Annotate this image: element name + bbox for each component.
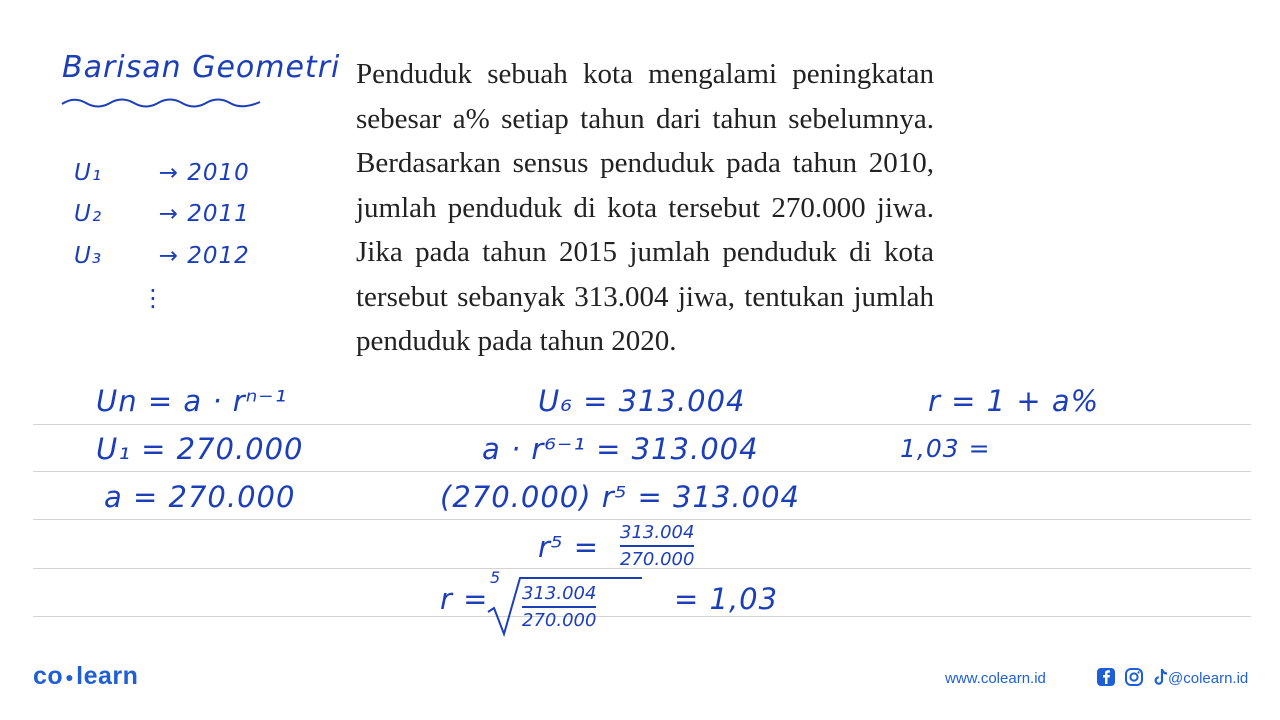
website-link[interactable]: www.colearn.id (945, 670, 1046, 687)
formula-substitute: (270.000) r⁵ = 313.004 (440, 480, 800, 514)
formula-u6: U₆ = 313.004 (538, 384, 746, 418)
root-index: 5 (490, 568, 502, 587)
formula-r-lhs: r = (440, 582, 489, 616)
sequence-row-3: U₃ → 2012 (74, 243, 250, 269)
rule-line-3 (33, 519, 1251, 520)
fraction-denominator: 270.000 (620, 549, 695, 570)
social-icons (1096, 667, 1170, 687)
formula-r-percent: r = 1 + a% (928, 384, 1100, 418)
sequence-row-1: U₁ → 2010 (74, 160, 250, 186)
fraction-root (522, 583, 596, 631)
formula-103: 1,03 = (900, 434, 991, 463)
root-numerator: 313.004 (522, 583, 597, 604)
facebook-icon[interactable] (1096, 667, 1116, 687)
fraction-bar (620, 545, 694, 547)
root-denominator: 270.000 (522, 610, 597, 631)
title-underline (60, 94, 270, 112)
formula-u1: U₁ = 270.000 (96, 432, 304, 466)
root-fraction-bar (522, 606, 596, 608)
fraction-r5 (620, 522, 694, 570)
formula-r-result: = 1,03 (674, 582, 779, 616)
formula-r5-lhs: r⁵ = (538, 530, 600, 564)
instagram-icon[interactable] (1124, 667, 1144, 687)
formula-a: a = 270.000 (104, 480, 296, 514)
social-handle[interactable]: @colearn.id (1168, 670, 1249, 687)
formula-un: Un = a · rⁿ⁻¹ (96, 384, 288, 418)
notes-title: Barisan Geometri (62, 50, 341, 85)
sequence-ellipsis: ⋮ (141, 284, 166, 312)
formula-ar5: a · r⁶⁻¹ = 313.004 (482, 432, 759, 466)
colearn-logo[interactable]: co ●learn (33, 662, 139, 690)
sequence-row-2: U₂ → 2011 (74, 201, 250, 227)
fraction-numerator: 313.004 (620, 522, 695, 543)
rule-line-1 (33, 424, 1251, 425)
rule-line-2 (33, 471, 1251, 472)
problem-statement: Penduduk sebuah kota mengalami peningkatan sebesar a% setiap tahun dari tahun sebelumnya. Berdasarkan sensus penduduk pada tahun 2010, jumlah penduduk di kota tersebut 270.000 jiwa. Jika pada tahun 2015 jumlah penduduk di kota tersebut sebanyak 313.004 jiwa, tentukan jumlah penduduk pada tahun 2020. (356, 58, 934, 357)
